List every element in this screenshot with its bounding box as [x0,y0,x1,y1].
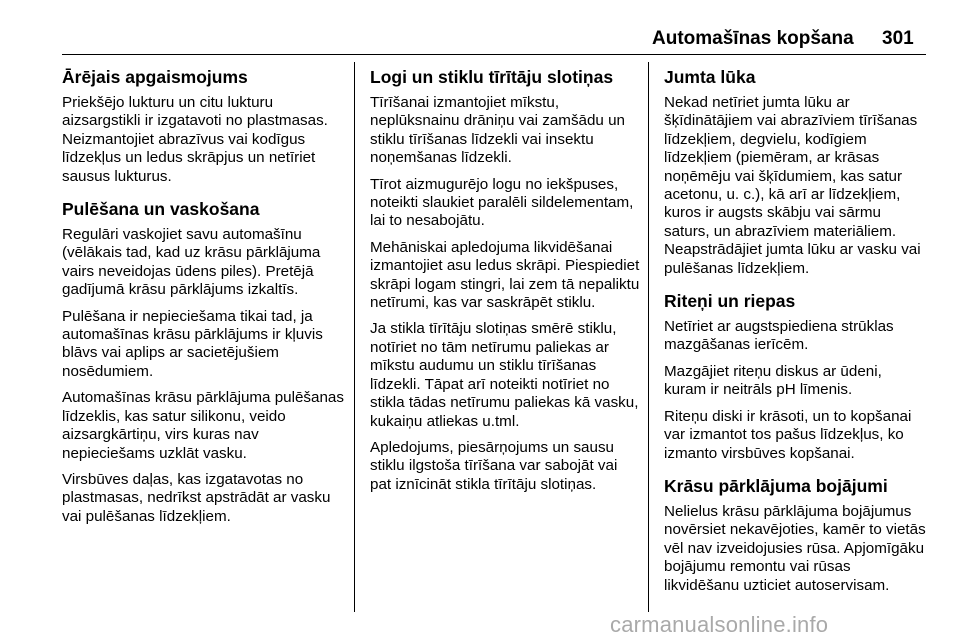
paragraph: Riteņu diski ir krāsoti, un to kopšanai var izmantot tos pašus līdzekļus, ko izmanto virsbūves kopšanai. [664,407,912,462]
paragraph: Regulāri vaskojiet savu automašīnu (vēlākais tad, kad uz krāsu pārklājuma vairs neveidojas ūdens piles). Pretējā gadījumā krāsu pārklājums izkaltīs. [62,226,321,299]
watermark: carmanualsonline.info [610,612,829,637]
paragraph: Priekšējo lukturu un citu lukturu aizsargstikli ir izgatavoti no plastmasas. Neizmantojiet abrazīvus vai kodīgus līdzekļus un ledus skrāpjus un netīriet sausus lukturus. [62,94,328,185]
paragraph: Mazgājiet riteņu diskus ar ūdeni, kuram ir neitrāls pH līmenis. [664,362,882,399]
header-rule [62,54,926,55]
page-number: 301 [882,28,914,49]
paragraph: Ja stikla tīrītāju slotiņas smērē stiklu, notīriet no tām netīrumu paliekas ar mīkstu audumu un stiklu tīrīšanas līdzekli. Tāpat arī noteikti notīriet no stikla tādas netīrumu paliekas kā vasku, kukaiņu atliekas u.tml. [370,320,639,430]
paragraph: Mehāniskai apledojuma likvidēšanai izmantojiet asu ledus skrāpi. Piespiediet skrāpi logam stingri, lai zem tā nepaliktu netīrumi, kas var saskrāpēt stiklu. [370,238,640,312]
paragraph: Tīrīšanai izmantojiet mīkstu, neplūksnainu drāniņu vai zamšādu un stiklu tīrīšanas līdzekli vai insektu noņemšanas līdzekli. [370,94,625,167]
paragraph: Nelielus krāsu pārklājuma bojājumus novērsiet nekavējoties, kamēr to vietās vēl nav izveidojusies rūsa. Apjomīgāku bojājumu remontu vai rūsas likvidēšanu uzticiet autoservisam. [664,502,926,594]
paragraph: Pulēšana ir nepieciešama tikai tad, ja automašīnas krāsu pārklājums ir kļuvis blāvs vai aplips ar sacietējušiem nosēdumiem. [62,307,323,380]
paragraph: Automašīnas krāsu pārklājuma pulēšanas līdzeklis, kas satur silikonu, veido aizsargkārtiņu, virs kuras nav nepieciešams uzklāt vasku. [62,389,344,462]
column-divider [648,62,649,612]
section-heading-sunroof: Jumta lūka [664,67,756,87]
section-heading-windows-wipers: Logi un stiklu tīrītāju slotiņas [370,67,614,87]
paragraph: Nekad netīriet jumta lūku ar šķīdinātājiem vai abrazīviem tīrīšanas līdzekļiem, degvielu, kodīgiem līdzekļiem (piemēram, ar krāsas noņēmēju vai šķīdumiem, kas satur acetonu, u. c.), kā arī ar līdzekļiem, kuros ir augsts skābju vai sārmu saturs, un abrazīviem materiāliem. Neapstrādājiet jumta lūku ar vasku vai pulēšanas līdzekļiem. [664,94,921,277]
paragraph: Apledojums, piesārņojums un sausu stiklu ilgstoša tīrīšana var sabojāt vai pat iznīcināt stikla tīrītāju slotiņas. [370,438,618,493]
column-middle [370,66,642,502]
column-divider [354,62,355,612]
paragraph: Netīriet ar augstspiediena strūklas mazgāšanas ierīcēm. [664,318,894,354]
section-heading-polishing: Pulēšana un vaskošana [62,199,260,220]
column-right [664,66,928,603]
paragraph: Virsbūves daļas, kas izgatavotas no plastmasas, nedrīkst apstrādāt ar vasku vai pulēšanas līdzekļiem. [62,470,331,525]
paragraph: Tīrot aizmugurējo logu no iekšpuses, noteikti slaukiet paralēli sildelementam, lai to nesabojātu. [370,175,634,230]
header-title: Automašīnas kopšana [652,28,854,49]
column-left [62,66,346,534]
section-heading-paint-damage: Krāsu pārklājuma bojājumi [664,475,888,496]
section-heading-exterior-lights: Ārējais apgaismojums [62,67,248,87]
section-heading-wheels-tyres: Riteņi un riepas [664,291,796,312]
